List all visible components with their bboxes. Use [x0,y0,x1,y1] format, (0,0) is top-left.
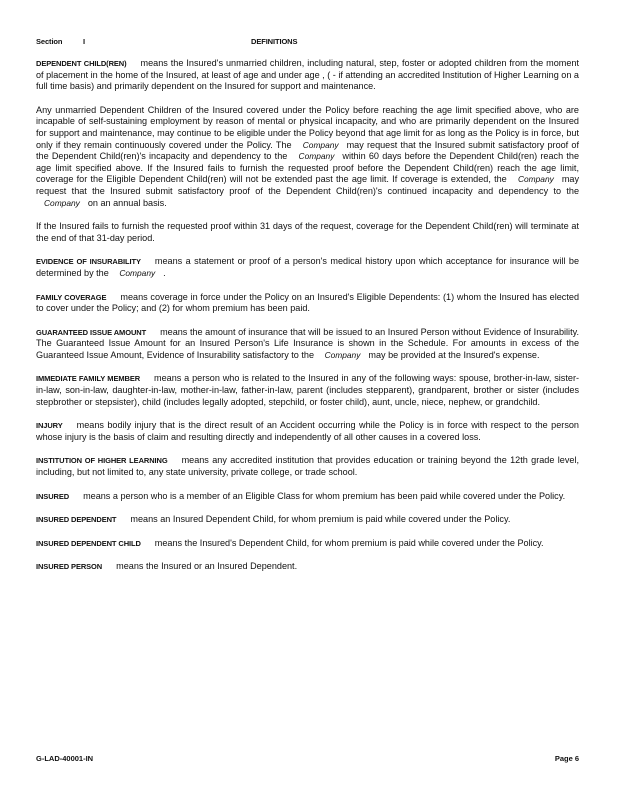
definition-text: If the Insured fails to furnish the requested proof within 31 days of the request, coverage for the Dependent Child(ren) will terminate at the end of that 31-day period. [36,221,579,243]
definition-insured-dependent-child [36,538,579,550]
defined-term: EVIDENCE OF INSURABILITY [36,257,141,267]
defined-term: INSURED DEPENDENT CHILD [36,538,141,548]
section-label: Section [36,37,63,46]
defined-term: INSURED [36,491,70,501]
definition-text: means the Insured's Dependent Child, for whom premium is paid while covered under the Policy. [154,537,544,548]
definition-text: may request that the Insured submit satisfactory proof of the Dependent Child(ren)'s incapacity and dependency to the [36,139,580,162]
definition-text: means any accredited institution that provides education or training beyond the 12th grade level, including, but not limited to, any state university, private college, or trade school. [36,455,579,478]
definition-text: Any unmarried Dependent Children of the Insured covered under the Policy before reaching the age limit specified above, who are incapable of self-sustaining employment by reason of mental or physical incapacity, and who are primarily dependent on the Insured for support and maintenance, may continue to be eligible under the Policy beyond that age limit for as long as the Policy is in force, but only if they remain continuously covered under the Policy. The [36,104,579,150]
definition-text: on an annual basis. [87,197,167,208]
definition-unmarried-dependent [36,105,579,209]
definition-text: may request that the Insured submit satisfactory proof of the Dependent Child(ren)'s continued incapacity and dependency to the [36,174,579,196]
definition-insured-person [36,561,579,573]
company-term: Company [44,197,80,208]
definition-text: means coverage in force under the Policy on an Insured's Eligible Dependents: (1) whom the Insured has elected to cover under the Policy; and (2) for whom premium has been paid. [36,291,580,314]
definition-evidence-of-insurability [36,256,579,279]
company-term: Company [517,174,554,185]
definition-text: means a statement or proof of a person's medical history upon which acceptance for insurance will be determined by the [36,256,579,278]
company-term: Company [298,151,335,162]
defined-term: FAMILY COVERAGE [36,292,107,302]
defined-term: INJURY [36,421,63,431]
definition-text: means a person who is a member of an Eligible Class for whom premium has been paid while covered under the Policy. [83,490,566,501]
definition-text: means a person who is related to the Insured in any of the following ways: spouse, brother-in-law, sister-in-law, son-in-law, daughter-in-law, mother-in-law, father-in-law, parent (includes stepparent), grandparent, brother or sister (includes stepbrother or stepsister), child (includes legally adopted, stepchild, or foster child), aunt, uncle, niece, nephew, or grandchild. [36,373,579,407]
definition-text: means the amount of insurance that will be issued to an Insured Person without Evidence of Insurability. The Guaranteed Issue Amount for an Insured Person's Life Insurance is shown in the Schedule. For amounts in excess of the Guaranteed Issue Amount, Evidence of Insurability satisfactory to the [36,326,579,360]
company-term: Company [324,349,361,360]
form-number: G-LAD-40001-IN [36,754,94,763]
company-term: Company [302,139,339,150]
definition-insured-dependent [36,514,579,526]
definition-guaranteed-issue-amount [36,327,579,362]
section-number: I [83,37,85,46]
definition-institution-of-higher-learning [36,455,579,478]
defined-term: INSURED PERSON [36,562,103,572]
definition-injury [36,420,579,443]
company-term: Company [119,267,156,278]
definition-text: . [163,267,166,278]
defined-term: INSURED DEPENDENT [36,515,117,525]
defined-term: DEPENDENT CHILD(REN) [36,59,127,68]
defined-term: INSTITUTION OF HIGHER LEARNING [36,456,168,466]
definition-text: within 60 days before the Dependent Child(ren) reach the age limit specified above. If the Insured fails to furnish the requested proof before the Dependent Child(ren) reach the age limit, coverage for the Eligible Dependent Child(ren) will not be extended past the age limit. If coverage is extended, the [36,151,579,185]
defined-term: GUARANTEED ISSUE AMOUNT [36,327,147,337]
definition-text: means the Insured or an Insured Dependent. [116,561,298,572]
section-title: DEFINITIONS [251,37,298,46]
definition-dependent-children [36,58,579,93]
definition-proof-31-days [36,221,579,244]
definition-text: may be provided at the Insured's expense. [368,349,540,360]
definition-family-coverage [36,292,579,315]
page-number: Page 6 [554,754,579,763]
definition-insured [36,491,579,503]
defined-term: IMMEDIATE FAMILY MEMBER [36,374,141,384]
definition-immediate-family-member [36,373,579,408]
definition-text: means the Insured's unmarried children, including natural, step, foster or adopted children from the moment of placement in the home of the Insured, at least of age and under age , ( - if attending an accredited Institution of Higher Learning on a full time basis) and primarily dependent on the Insured for support and maintenance. [36,58,579,92]
definition-text: means an Insured Dependent Child, for whom premium is paid while covered under the Policy. [130,514,511,525]
definitions-body [36,58,579,585]
definition-text: means bodily injury that is the direct result of an Accident occurring while the Policy is in force with respect to the person whose injury is the basis of claim and resulting directly and independently of all other causes in a covered loss. [36,420,579,442]
